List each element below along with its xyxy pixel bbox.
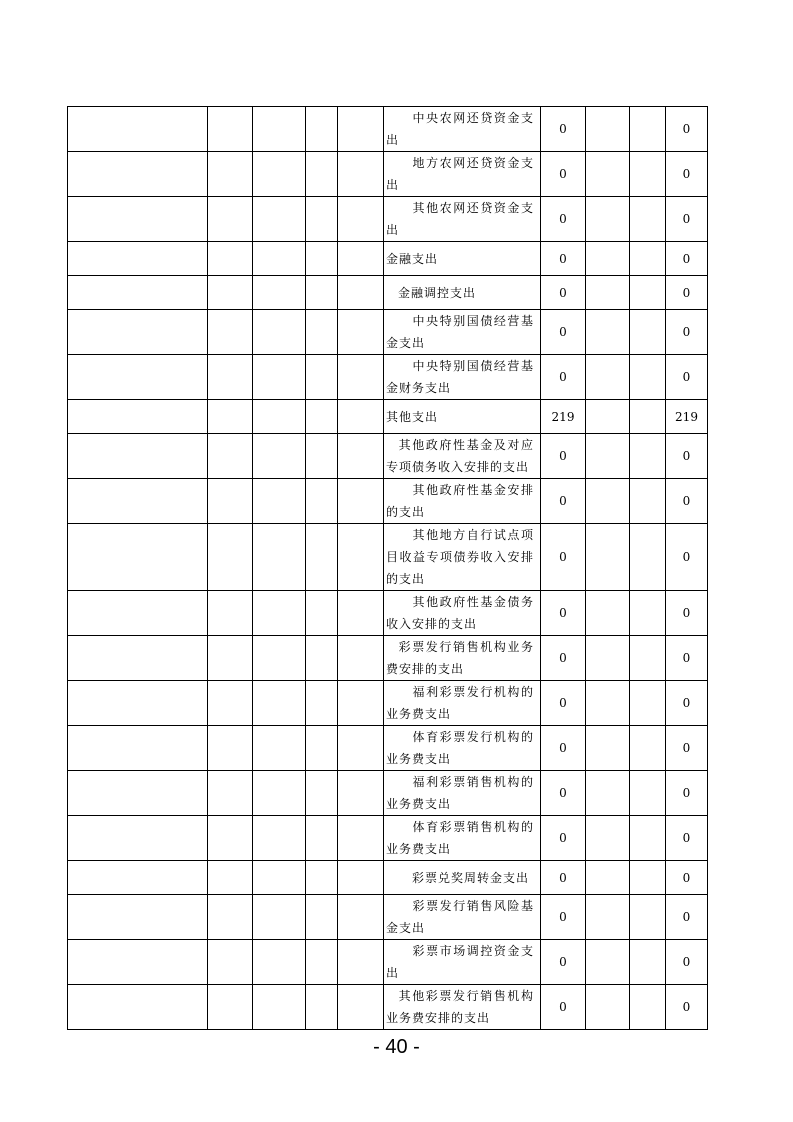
item-name: 中央特别国债经营基金财务支出 xyxy=(386,359,534,395)
table-row xyxy=(68,152,708,197)
budget-amount: 0 xyxy=(666,861,708,895)
empty-cell xyxy=(208,524,253,591)
item-name-cell xyxy=(384,276,541,310)
empty-cell xyxy=(306,816,338,861)
empty-cell xyxy=(338,726,384,771)
empty-cell xyxy=(586,310,630,355)
empty-cell xyxy=(630,152,666,197)
empty-cell xyxy=(208,434,253,479)
total-amount: 0 xyxy=(541,940,586,985)
empty-cell xyxy=(338,816,384,861)
empty-cell xyxy=(630,479,666,524)
total-amount: 0 xyxy=(541,985,586,1030)
budget-amount: 0 xyxy=(666,434,708,479)
table-row xyxy=(68,681,708,726)
total-amount: 0 xyxy=(541,726,586,771)
table-row xyxy=(68,242,708,276)
item-name-cell xyxy=(384,816,541,861)
empty-cell xyxy=(68,940,208,985)
item-name: 彩票兑奖周转金支出 xyxy=(412,870,530,885)
total-amount: 0 xyxy=(541,152,586,197)
empty-cell xyxy=(586,197,630,242)
empty-cell xyxy=(68,895,208,940)
item-name-cell xyxy=(384,310,541,355)
empty-cell xyxy=(253,400,306,434)
item-name-cell xyxy=(384,895,541,940)
item-name: 福利彩票销售机构的业务费支出 xyxy=(386,775,534,811)
empty-cell xyxy=(68,479,208,524)
empty-cell xyxy=(630,985,666,1030)
empty-cell xyxy=(253,816,306,861)
table-row xyxy=(68,940,708,985)
empty-cell xyxy=(306,681,338,726)
table-row xyxy=(68,895,708,940)
empty-cell xyxy=(253,524,306,591)
item-name-cell xyxy=(384,152,541,197)
item-name-cell xyxy=(384,636,541,681)
item-name-cell xyxy=(384,479,541,524)
empty-cell xyxy=(68,107,208,152)
total-amount: 0 xyxy=(541,816,586,861)
empty-cell xyxy=(306,726,338,771)
budget-amount: 0 xyxy=(666,895,708,940)
empty-cell xyxy=(253,310,306,355)
empty-cell xyxy=(338,524,384,591)
item-name: 金融支出 xyxy=(386,251,439,266)
total-amount: 0 xyxy=(541,895,586,940)
empty-cell xyxy=(68,242,208,276)
empty-cell xyxy=(68,681,208,726)
empty-cell xyxy=(208,681,253,726)
empty-cell xyxy=(630,276,666,310)
empty-cell xyxy=(630,726,666,771)
budget-amount: 0 xyxy=(666,479,708,524)
empty-cell xyxy=(208,276,253,310)
empty-cell xyxy=(253,861,306,895)
empty-cell xyxy=(253,197,306,242)
total-amount: 0 xyxy=(541,197,586,242)
empty-cell xyxy=(68,524,208,591)
empty-cell xyxy=(630,355,666,400)
empty-cell xyxy=(586,771,630,816)
empty-cell xyxy=(630,400,666,434)
page-number: - 40 - xyxy=(373,1036,420,1058)
item-name-cell xyxy=(384,524,541,591)
empty-cell xyxy=(306,434,338,479)
empty-cell xyxy=(208,940,253,985)
empty-cell xyxy=(253,771,306,816)
empty-cell xyxy=(68,861,208,895)
item-name: 体育彩票发行机构的业务费支出 xyxy=(386,730,534,766)
empty-cell xyxy=(208,107,253,152)
budget-amount: 0 xyxy=(666,107,708,152)
item-name: 其他地方自行试点项目收益专项债券收入安排的支出 xyxy=(386,528,534,586)
empty-cell xyxy=(68,355,208,400)
budget-amount: 219 xyxy=(666,400,708,434)
empty-cell xyxy=(68,816,208,861)
expenditure-table xyxy=(67,106,708,1030)
empty-cell xyxy=(253,479,306,524)
item-name-cell xyxy=(384,400,541,434)
empty-cell xyxy=(253,355,306,400)
budget-amount: 0 xyxy=(666,985,708,1030)
budget-amount: 0 xyxy=(666,681,708,726)
total-amount: 0 xyxy=(541,636,586,681)
item-name-cell xyxy=(384,940,541,985)
empty-cell xyxy=(306,310,338,355)
empty-cell xyxy=(306,591,338,636)
empty-cell xyxy=(338,242,384,276)
empty-cell xyxy=(306,771,338,816)
empty-cell xyxy=(338,861,384,895)
item-name: 地方农网还贷资金支出 xyxy=(386,156,534,192)
empty-cell xyxy=(630,310,666,355)
item-name: 中央特别国债经营基金支出 xyxy=(386,314,534,350)
empty-cell xyxy=(68,636,208,681)
empty-cell xyxy=(630,524,666,591)
empty-cell xyxy=(208,636,253,681)
total-amount: 0 xyxy=(541,107,586,152)
total-amount: 0 xyxy=(541,861,586,895)
total-amount: 0 xyxy=(541,681,586,726)
table-row xyxy=(68,197,708,242)
table-row xyxy=(68,479,708,524)
empty-cell xyxy=(586,591,630,636)
empty-cell xyxy=(338,895,384,940)
empty-cell xyxy=(306,107,338,152)
empty-cell xyxy=(208,310,253,355)
table-row xyxy=(68,524,708,591)
empty-cell xyxy=(338,310,384,355)
empty-cell xyxy=(208,895,253,940)
budget-amount: 0 xyxy=(666,591,708,636)
item-name: 中央农网还贷资金支出 xyxy=(386,111,534,147)
item-name: 彩票发行销售风险基金支出 xyxy=(386,899,534,935)
empty-cell xyxy=(338,479,384,524)
table-row xyxy=(68,107,708,152)
item-name: 其他政府性基金安排的支出 xyxy=(386,483,534,519)
empty-cell xyxy=(586,276,630,310)
empty-cell xyxy=(630,861,666,895)
empty-cell xyxy=(586,524,630,591)
item-name: 其他政府性基金及对应专项债务收入安排的支出 xyxy=(386,438,534,474)
empty-cell xyxy=(338,636,384,681)
empty-cell xyxy=(306,400,338,434)
total-amount: 219 xyxy=(541,400,586,434)
empty-cell xyxy=(630,681,666,726)
item-name-cell xyxy=(384,771,541,816)
empty-cell xyxy=(338,276,384,310)
empty-cell xyxy=(68,400,208,434)
empty-cell xyxy=(306,940,338,985)
item-name-cell xyxy=(384,681,541,726)
empty-cell xyxy=(306,524,338,591)
empty-cell xyxy=(208,985,253,1030)
table-row xyxy=(68,771,708,816)
item-name-cell xyxy=(384,726,541,771)
empty-cell xyxy=(630,816,666,861)
budget-amount: 0 xyxy=(666,355,708,400)
table-row xyxy=(68,816,708,861)
empty-cell xyxy=(208,861,253,895)
empty-cell xyxy=(338,434,384,479)
empty-cell xyxy=(586,434,630,479)
empty-cell xyxy=(338,985,384,1030)
empty-cell xyxy=(338,681,384,726)
empty-cell xyxy=(630,636,666,681)
empty-cell xyxy=(253,895,306,940)
budget-amount: 0 xyxy=(666,940,708,985)
empty-cell xyxy=(586,940,630,985)
budget-amount: 0 xyxy=(666,310,708,355)
total-amount: 0 xyxy=(541,591,586,636)
empty-cell xyxy=(306,242,338,276)
empty-cell xyxy=(68,591,208,636)
item-name-cell xyxy=(384,591,541,636)
empty-cell xyxy=(253,636,306,681)
empty-cell xyxy=(68,985,208,1030)
empty-cell xyxy=(586,400,630,434)
empty-cell xyxy=(208,197,253,242)
table-row xyxy=(68,726,708,771)
empty-cell xyxy=(586,152,630,197)
empty-cell xyxy=(68,152,208,197)
empty-cell xyxy=(586,242,630,276)
empty-cell xyxy=(338,400,384,434)
total-amount: 0 xyxy=(541,310,586,355)
item-name: 其他支出 xyxy=(386,409,439,424)
item-name-cell xyxy=(384,434,541,479)
empty-cell xyxy=(208,152,253,197)
empty-cell xyxy=(208,355,253,400)
empty-cell xyxy=(208,816,253,861)
empty-cell xyxy=(68,276,208,310)
empty-cell xyxy=(68,771,208,816)
empty-cell xyxy=(253,152,306,197)
empty-cell xyxy=(338,771,384,816)
total-amount: 0 xyxy=(541,479,586,524)
empty-cell xyxy=(253,681,306,726)
empty-cell xyxy=(208,726,253,771)
budget-amount: 0 xyxy=(666,197,708,242)
budget-amount: 0 xyxy=(666,726,708,771)
empty-cell xyxy=(306,985,338,1030)
total-amount: 0 xyxy=(541,355,586,400)
table-row xyxy=(68,591,708,636)
budget-amount: 0 xyxy=(666,524,708,591)
empty-cell xyxy=(253,940,306,985)
table-row xyxy=(68,985,708,1030)
empty-cell xyxy=(208,400,253,434)
budget-amount: 0 xyxy=(666,771,708,816)
empty-cell xyxy=(630,434,666,479)
empty-cell xyxy=(208,591,253,636)
table-row xyxy=(68,636,708,681)
item-name-cell xyxy=(384,355,541,400)
empty-cell xyxy=(253,107,306,152)
budget-amount: 0 xyxy=(666,242,708,276)
empty-cell xyxy=(68,726,208,771)
total-amount: 0 xyxy=(541,434,586,479)
budget-amount: 0 xyxy=(666,276,708,310)
empty-cell xyxy=(306,152,338,197)
total-amount: 0 xyxy=(541,524,586,591)
total-amount: 0 xyxy=(541,276,586,310)
empty-cell xyxy=(338,355,384,400)
empty-cell xyxy=(338,591,384,636)
empty-cell xyxy=(306,861,338,895)
empty-cell xyxy=(306,197,338,242)
empty-cell xyxy=(306,479,338,524)
item-name: 其他彩票发行销售机构业务费安排的支出 xyxy=(386,989,534,1025)
empty-cell xyxy=(68,197,208,242)
empty-cell xyxy=(586,985,630,1030)
empty-cell xyxy=(630,940,666,985)
empty-cell xyxy=(586,636,630,681)
item-name: 其他政府性基金债务收入安排的支出 xyxy=(386,595,534,631)
empty-cell xyxy=(586,479,630,524)
item-name-cell xyxy=(384,197,541,242)
item-name-cell xyxy=(384,107,541,152)
empty-cell xyxy=(586,726,630,771)
empty-cell xyxy=(253,985,306,1030)
empty-cell xyxy=(306,895,338,940)
empty-cell xyxy=(630,591,666,636)
empty-cell xyxy=(630,895,666,940)
empty-cell xyxy=(630,242,666,276)
item-name: 其他农网还贷资金支出 xyxy=(386,201,534,237)
empty-cell xyxy=(586,107,630,152)
empty-cell xyxy=(338,107,384,152)
empty-cell xyxy=(253,242,306,276)
empty-cell xyxy=(586,861,630,895)
total-amount: 0 xyxy=(541,242,586,276)
budget-amount: 0 xyxy=(666,152,708,197)
empty-cell xyxy=(68,434,208,479)
empty-cell xyxy=(208,771,253,816)
table-body xyxy=(68,107,708,1030)
table-row xyxy=(68,355,708,400)
empty-cell xyxy=(208,242,253,276)
item-name: 彩票发行销售机构业务费安排的支出 xyxy=(386,640,534,676)
empty-cell xyxy=(253,726,306,771)
table-row xyxy=(68,434,708,479)
empty-cell xyxy=(338,197,384,242)
empty-cell xyxy=(586,816,630,861)
empty-cell xyxy=(586,895,630,940)
item-name-cell xyxy=(384,861,541,895)
empty-cell xyxy=(208,479,253,524)
item-name: 金融调控支出 xyxy=(398,285,477,300)
item-name-cell xyxy=(384,985,541,1030)
item-name: 彩票市场调控资金支出 xyxy=(386,944,534,980)
empty-cell xyxy=(306,636,338,681)
empty-cell xyxy=(306,355,338,400)
total-amount: 0 xyxy=(541,771,586,816)
empty-cell xyxy=(338,152,384,197)
empty-cell xyxy=(586,681,630,726)
empty-cell xyxy=(68,310,208,355)
item-name-cell xyxy=(384,242,541,276)
table-row xyxy=(68,310,708,355)
empty-cell xyxy=(586,355,630,400)
empty-cell xyxy=(253,434,306,479)
empty-cell xyxy=(306,276,338,310)
budget-amount: 0 xyxy=(666,816,708,861)
empty-cell xyxy=(630,197,666,242)
budget-amount: 0 xyxy=(666,636,708,681)
empty-cell xyxy=(253,591,306,636)
empty-cell xyxy=(630,107,666,152)
table-row xyxy=(68,861,708,895)
item-name: 体育彩票销售机构的业务费支出 xyxy=(386,820,534,856)
item-name: 福利彩票发行机构的业务费支出 xyxy=(386,685,534,721)
table-row xyxy=(68,276,708,310)
empty-cell xyxy=(253,276,306,310)
table-row xyxy=(68,400,708,434)
empty-cell xyxy=(630,771,666,816)
empty-cell xyxy=(338,940,384,985)
